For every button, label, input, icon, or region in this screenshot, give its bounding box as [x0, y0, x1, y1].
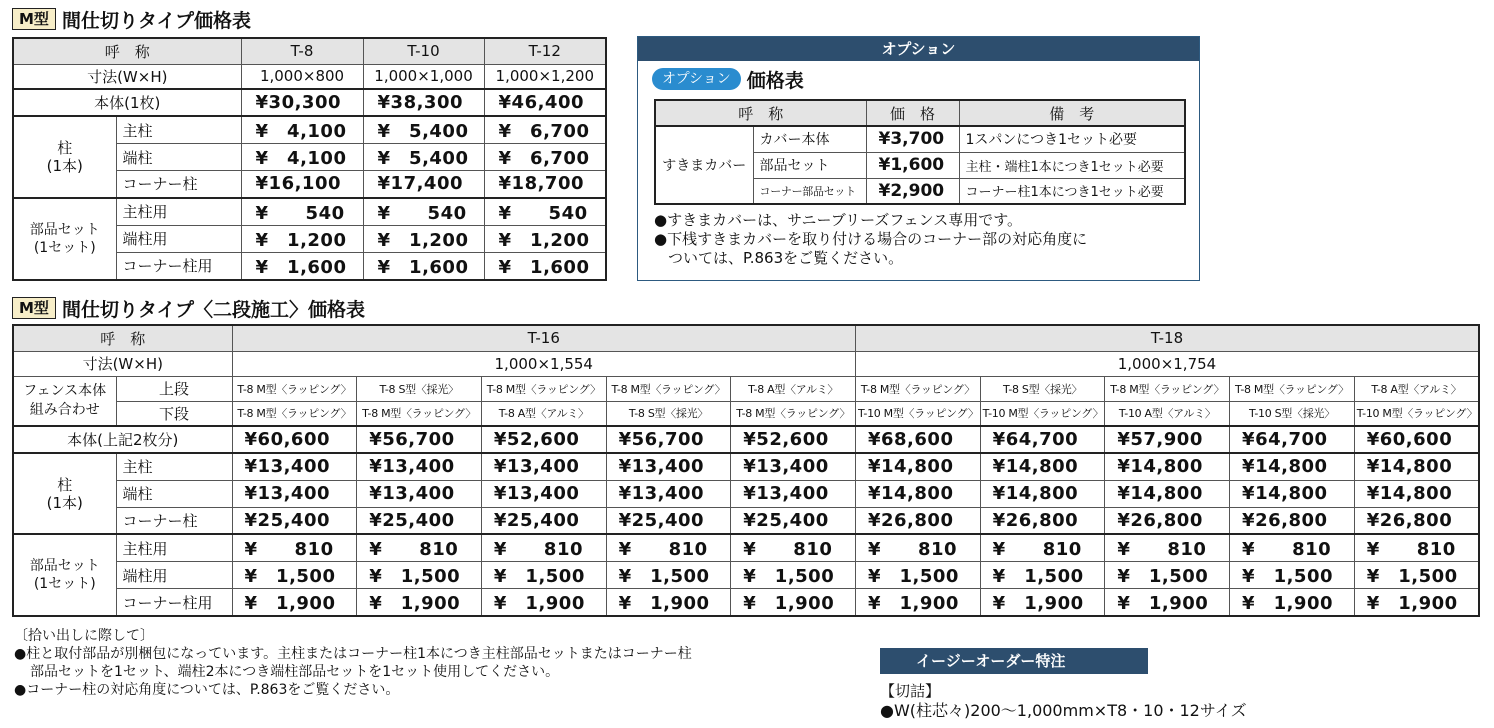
price-cell: ¥ 1,900 — [232, 589, 357, 617]
table-row — [13, 38, 606, 64]
price-cell: ¥14,800 — [855, 453, 980, 480]
header-note: 備 考 — [959, 100, 1185, 126]
header-name: 呼 称 — [13, 325, 232, 351]
price-cell: ¥25,400 — [606, 507, 731, 534]
table-row — [13, 198, 606, 226]
table-row — [13, 89, 606, 116]
dimension-label: 寸法(W×H) — [13, 351, 232, 376]
group-header: T-18 — [855, 325, 1479, 351]
table2-title: 間仕切りタイプ〈二段施工〉価格表 — [61, 298, 365, 321]
table-row — [13, 401, 1479, 426]
lower-label: 下段 — [116, 401, 232, 426]
price-cell: ¥56,700 — [606, 426, 731, 453]
upper-label: 上段 — [116, 376, 232, 401]
row-label: 主柱 — [116, 453, 232, 480]
price-cell: ¥13,400 — [357, 480, 482, 507]
dimension-value: 1,000×800 — [241, 64, 363, 89]
price-cell: ¥ 1,500 — [855, 562, 980, 589]
easy-order-sub: 【切詰】 — [880, 682, 941, 700]
price-cell: ¥ 1,900 — [606, 589, 731, 617]
combo-cell: T-10 A型〈アルミ〉 — [1105, 401, 1230, 426]
table-row — [13, 426, 1479, 453]
price-cell: ¥ 540 — [363, 198, 484, 226]
price-table-1 — [12, 37, 607, 281]
table-row — [13, 507, 1479, 534]
price-cell: ¥ 1,200 — [363, 225, 484, 252]
price-cell: ¥14,800 — [1105, 453, 1230, 480]
price-cell: ¥18,700 — [484, 171, 606, 198]
price-cell: ¥ 810 — [731, 534, 856, 562]
price-cell: ¥25,400 — [481, 507, 606, 534]
price-cell: ¥26,800 — [980, 507, 1105, 534]
option-pill: オプション — [652, 68, 741, 90]
pickup-line-1: ●柱と取付部品が別梱包になっています。主柱またはコーナー柱1本につき主柱部品セットまたはコーナー柱 — [14, 646, 692, 662]
body-label: 本体(1枚) — [13, 89, 241, 116]
row-label: コーナー柱用 — [116, 252, 241, 280]
price-cell: ¥ 1,900 — [1354, 589, 1479, 617]
table-row — [13, 64, 606, 89]
combo-cell: T-8 M型〈ラッピング〉 — [1230, 376, 1355, 401]
price-cell: ¥ 1,900 — [731, 589, 856, 617]
row-label: カバー本体 — [753, 126, 866, 152]
combo-label: フェンス本体 組み合わせ — [13, 376, 116, 426]
dimension-value: 1,000×1,554 — [232, 351, 855, 376]
price-cell: ¥ 1,900 — [980, 589, 1105, 617]
price-cell: ¥ 1,900 — [1105, 589, 1230, 617]
price-cell: ¥56,700 — [357, 426, 482, 453]
model-badge: M型 — [12, 8, 56, 30]
price-cell: ¥25,400 — [731, 507, 856, 534]
combo-cell: T-8 M型〈ラッピング〉 — [232, 376, 357, 401]
price-cell: ¥ 1,500 — [980, 562, 1105, 589]
combo-cell: T-8 M型〈ラッピング〉 — [855, 376, 980, 401]
price-table-2 — [12, 324, 1480, 617]
price-cell: ¥ 810 — [481, 534, 606, 562]
row-label: コーナー柱 — [116, 171, 241, 198]
table-row — [13, 453, 1479, 480]
price-cell: ¥ 810 — [980, 534, 1105, 562]
combo-cell: T-8 M型〈ラッピング〉 — [1105, 376, 1230, 401]
parts-group-label: 部品セット (1セット) — [13, 198, 116, 280]
table-row — [655, 126, 1185, 152]
price-cell: ¥ 810 — [1354, 534, 1479, 562]
row-label: 主柱用 — [116, 198, 241, 226]
header-name: 呼 称 — [13, 38, 241, 64]
price-cell: ¥13,400 — [606, 453, 731, 480]
option-title: 価格表 — [746, 69, 804, 92]
table-row — [13, 325, 1479, 351]
price-cell: ¥ 810 — [606, 534, 731, 562]
price-cell: ¥1,600 — [866, 152, 959, 178]
option-title-row — [652, 67, 1199, 91]
row-label: 端柱 — [116, 480, 232, 507]
price-cell: ¥64,700 — [980, 426, 1105, 453]
price-cell: ¥14,800 — [980, 453, 1105, 480]
price-cell: ¥ 1,900 — [1230, 589, 1355, 617]
combo-cell: T-10 M型〈ラッピング〉 — [1354, 401, 1479, 426]
price-cell: ¥60,600 — [232, 426, 357, 453]
table1-title: 間仕切りタイプ価格表 — [61, 9, 251, 32]
price-cell: ¥2,900 — [866, 178, 959, 204]
column-header: T-10 — [363, 38, 484, 64]
pickup-heading: 〔拾い出しに際して〕 — [14, 628, 154, 644]
table-row — [13, 116, 606, 144]
price-cell: ¥25,400 — [232, 507, 357, 534]
price-cell: ¥ 1,500 — [357, 562, 482, 589]
option-note-1: ●すきまカバーは、サニーブリーズフェンス専用です。 — [654, 211, 1022, 229]
body-label: 本体(上記2枚分) — [13, 426, 232, 453]
header-price: 価 格 — [866, 100, 959, 126]
price-cell: ¥13,400 — [606, 480, 731, 507]
header-name: 呼 称 — [655, 100, 866, 126]
price-cell: ¥13,400 — [357, 453, 482, 480]
easy-order-line: ●W(柱芯々)200〜1,000mm×T8・10・12サイズ — [880, 701, 1247, 720]
price-cell: ¥ 6,700 — [484, 116, 606, 144]
price-cell: ¥ 1,600 — [363, 252, 484, 280]
price-cell: ¥ 1,500 — [1354, 562, 1479, 589]
price-cell: ¥ 810 — [232, 534, 357, 562]
dimension-label: 寸法(W×H) — [13, 64, 241, 89]
table-row — [13, 589, 1479, 617]
option-box — [637, 36, 1200, 281]
price-cell: ¥52,600 — [481, 426, 606, 453]
option-notes — [654, 211, 1087, 268]
option-note-2: ●下桟すきまカバーを取り付ける場合のコーナー部の対応角度に — [654, 230, 1088, 248]
price-cell: ¥ 5,400 — [363, 144, 484, 171]
option-note-3: ついては、P.863をご覧ください。 — [668, 249, 904, 267]
price-cell: ¥ 1,900 — [481, 589, 606, 617]
model-badge-2: M型 — [12, 297, 56, 319]
price-cell: ¥ 4,100 — [241, 144, 363, 171]
price-cell: ¥13,400 — [232, 453, 357, 480]
price-cell: ¥ 810 — [855, 534, 980, 562]
note-cell: 1スパンにつき1セット必要 — [959, 126, 1185, 152]
price-cell: ¥57,900 — [1105, 426, 1230, 453]
combo-cell: T-8 S型〈採光〉 — [980, 376, 1105, 401]
row-label: コーナー部品セット — [753, 178, 866, 204]
option-header: オプション — [638, 37, 1199, 61]
price-cell: ¥ 540 — [484, 198, 606, 226]
price-cell: ¥16,100 — [241, 171, 363, 198]
table-row — [13, 376, 1479, 401]
combo-cell: T-10 M型〈ラッピング〉 — [980, 401, 1105, 426]
group-header: T-16 — [232, 325, 855, 351]
table1-title-row — [12, 6, 251, 32]
post-group-label: 柱 (1本) — [13, 116, 116, 198]
combo-cell: T-8 S型〈採光〉 — [357, 376, 482, 401]
table-row — [655, 100, 1185, 126]
price-cell: ¥ 4,100 — [241, 116, 363, 144]
price-cell: ¥ 1,500 — [1230, 562, 1355, 589]
row-label: 端柱用 — [116, 562, 232, 589]
option-group-label: すきまカバー — [655, 126, 753, 204]
row-label: 主柱 — [116, 116, 241, 144]
price-cell: ¥ 1,500 — [1105, 562, 1230, 589]
note-cell: コーナー柱1本につき1セット必要 — [959, 178, 1185, 204]
combo-cell: T-8 M型〈ラッピング〉 — [357, 401, 482, 426]
table2-title-row — [12, 295, 365, 321]
column-header: T-12 — [484, 38, 606, 64]
price-cell: ¥ 1,500 — [731, 562, 856, 589]
parts-group-label: 部品セット (1セット) — [13, 534, 116, 616]
price-cell: ¥ 1,200 — [241, 225, 363, 252]
price-cell: ¥ 1,500 — [606, 562, 731, 589]
price-cell: ¥ 540 — [241, 198, 363, 226]
price-cell: ¥38,300 — [363, 89, 484, 116]
price-cell: ¥ 1,500 — [232, 562, 357, 589]
price-cell: ¥14,800 — [1105, 480, 1230, 507]
easy-order-header: イージーオーダー特注 — [880, 648, 1148, 674]
price-cell: ¥13,400 — [731, 453, 856, 480]
combo-cell: T-8 S型〈採光〉 — [606, 401, 731, 426]
price-cell: ¥14,800 — [980, 480, 1105, 507]
price-cell: ¥ 810 — [1230, 534, 1355, 562]
price-cell: ¥25,400 — [357, 507, 482, 534]
table-row — [13, 480, 1479, 507]
price-cell: ¥26,800 — [855, 507, 980, 534]
price-cell: ¥ 1,500 — [481, 562, 606, 589]
price-cell: ¥ 1,900 — [357, 589, 482, 617]
combo-cell: T-10 M型〈ラッピング〉 — [855, 401, 980, 426]
price-cell: ¥ 1,600 — [241, 252, 363, 280]
table-row — [13, 534, 1479, 562]
price-cell: ¥ 5,400 — [363, 116, 484, 144]
combo-cell: T-10 S型〈採光〉 — [1230, 401, 1355, 426]
price-cell: ¥14,800 — [855, 480, 980, 507]
combo-cell: T-8 A型〈アルミ〉 — [481, 401, 606, 426]
price-cell: ¥14,800 — [1230, 480, 1355, 507]
price-cell: ¥26,800 — [1105, 507, 1230, 534]
price-cell: ¥46,400 — [484, 89, 606, 116]
price-cell: ¥13,400 — [481, 480, 606, 507]
option-table — [654, 99, 1186, 205]
price-cell: ¥30,300 — [241, 89, 363, 116]
table-row — [13, 562, 1479, 589]
dimension-value: 1,000×1,754 — [855, 351, 1479, 376]
price-cell: ¥14,800 — [1230, 453, 1355, 480]
price-cell: ¥60,600 — [1354, 426, 1479, 453]
dimension-value: 1,000×1,200 — [484, 64, 606, 89]
row-label: 部品セット — [753, 152, 866, 178]
price-cell: ¥17,400 — [363, 171, 484, 198]
column-header: T-8 — [241, 38, 363, 64]
price-cell: ¥26,800 — [1354, 507, 1479, 534]
price-cell: ¥ 1,900 — [855, 589, 980, 617]
price-cell: ¥68,600 — [855, 426, 980, 453]
price-cell: ¥26,800 — [1230, 507, 1355, 534]
price-cell: ¥ 6,700 — [484, 144, 606, 171]
pickup-line-3: ●コーナー柱の対応角度については、P.863をご覧ください。 — [14, 682, 400, 698]
table-row — [13, 351, 1479, 376]
pickup-line-2: 部品セットを1セット、端柱2本につき端柱部品セットを1セット使用してください。 — [30, 664, 560, 680]
combo-cell: T-8 M型〈ラッピング〉 — [481, 376, 606, 401]
price-cell: ¥64,700 — [1230, 426, 1355, 453]
price-cell: ¥3,700 — [866, 126, 959, 152]
dimension-value: 1,000×1,000 — [363, 64, 484, 89]
price-cell: ¥14,800 — [1354, 480, 1479, 507]
combo-cell: T-8 M型〈ラッピング〉 — [232, 401, 357, 426]
combo-cell: T-8 M型〈ラッピング〉 — [731, 401, 856, 426]
note-cell: 主柱・端柱1本につき1セット必要 — [959, 152, 1185, 178]
combo-cell: T-8 A型〈アルミ〉 — [731, 376, 856, 401]
price-cell: ¥ 810 — [357, 534, 482, 562]
price-cell: ¥52,600 — [731, 426, 856, 453]
combo-cell: T-8 M型〈ラッピング〉 — [606, 376, 731, 401]
row-label: 端柱 — [116, 144, 241, 171]
pickup-notes — [14, 627, 692, 699]
price-cell: ¥13,400 — [481, 453, 606, 480]
price-cell: ¥13,400 — [232, 480, 357, 507]
price-cell: ¥ 1,600 — [484, 252, 606, 280]
row-label: コーナー柱 — [116, 507, 232, 534]
combo-cell: T-8 A型〈アルミ〉 — [1354, 376, 1479, 401]
row-label: 主柱用 — [116, 534, 232, 562]
price-cell: ¥13,400 — [731, 480, 856, 507]
price-cell: ¥14,800 — [1354, 453, 1479, 480]
price-cell: ¥ 1,200 — [484, 225, 606, 252]
row-label: コーナー柱用 — [116, 589, 232, 617]
row-label: 端柱用 — [116, 225, 241, 252]
post-group-label: 柱 (1本) — [13, 453, 116, 534]
price-cell: ¥ 810 — [1105, 534, 1230, 562]
